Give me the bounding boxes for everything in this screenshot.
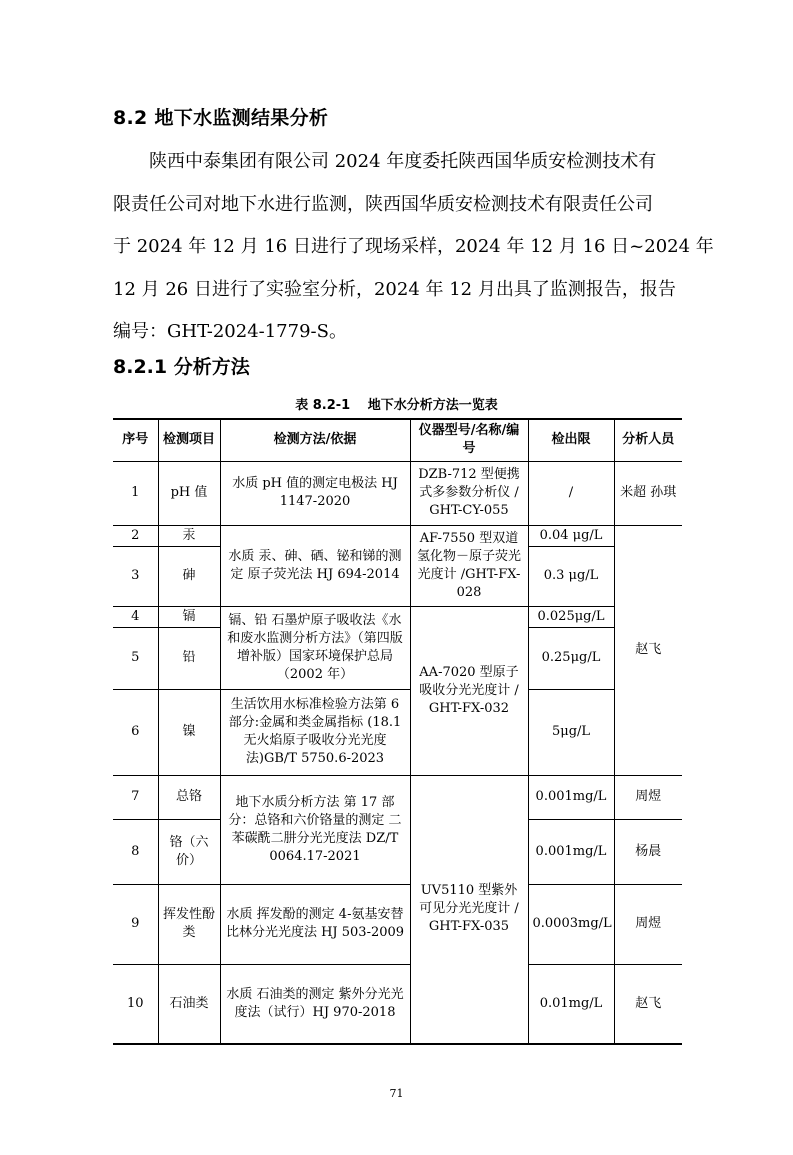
row-8-analyst: 杨晨: [614, 819, 682, 884]
row-9-method: 水质 挥发酚的测定 4-氨基安替比林分光光度法 HJ 503-2009: [220, 884, 410, 964]
row-3-item: 砷: [158, 546, 220, 606]
header-analyst: 分析人员: [614, 419, 682, 461]
row-4-5-method: 镉、铅 石墨炉原子吸收法《水和废水监测分析方法》（第四版增补版）国家环境保护总局（2002 年）: [220, 606, 410, 689]
row-1-limit: /: [528, 461, 614, 525]
row-4-item: 镉: [158, 606, 220, 627]
row-8-limit: 0.001mg/L: [528, 819, 614, 884]
row-6-limit: 5μg/L: [528, 689, 614, 775]
row-6-method: 生活饮用水标准检验方法第 6 部分:金属和类金属指标 (18.1 无火焰原子吸收分光光度法)GB/T 5750.6-2023: [220, 689, 410, 775]
header-item: 检测项目: [158, 419, 220, 461]
table-row: [113, 775, 682, 819]
row-10-limit: 0.01mg/L: [528, 964, 614, 1044]
row-9-no: 9: [113, 884, 158, 964]
table-caption: 表 8.2-1 地下水分析方法一览表: [295, 398, 498, 413]
row-6-item: 镍: [158, 689, 220, 775]
row-4-6-instrument: AA-7020 型原子吸收分光光度计 / GHT-FX-032: [410, 606, 528, 775]
table-row: [113, 884, 682, 964]
row-4-no: 4: [113, 606, 158, 627]
page-number: 71: [389, 1087, 404, 1100]
paragraph-line-4: 12 月 26 日进行了实验室分析，2024 年 12 月出具了监测报告，报告: [113, 278, 676, 300]
row-1-instrument: DZB-712 型便携式多参数分析仪 / GHT-CY-055: [410, 461, 528, 525]
row-8-no: 8: [113, 819, 158, 884]
row-4-limit: 0.025μg/L: [528, 606, 614, 627]
table-header-row: [113, 419, 682, 461]
header-instrument: 仪器型号/名称/编号: [410, 419, 528, 461]
subsection-heading: 8.2.1 分析方法: [113, 356, 250, 378]
row-2-6-analyst: 赵飞: [614, 525, 682, 775]
row-1-method: 水质 pH 值的测定电极法 HJ 1147-2020: [220, 461, 410, 525]
row-5-no: 5: [113, 627, 158, 689]
table-row: [113, 964, 682, 1044]
row-2-item: 汞: [158, 525, 220, 546]
row-5-limit: 0.25μg/L: [528, 627, 614, 689]
table-row: [113, 606, 682, 627]
row-9-limit: 0.0003mg/L: [528, 884, 614, 964]
row-10-analyst: 赵飞: [614, 964, 682, 1044]
table-row: [113, 461, 682, 525]
paragraph-line-5: 编号：GHT-2024-1779-S。: [113, 321, 347, 342]
row-8-item: 铬（六价）: [158, 819, 220, 884]
row-7-8-method: 地下水质分析方法 第 17 部分：总铬和六价铬量的测定 二苯碳酰二肼分光光度法 DZ/T 0064.17-2021: [220, 775, 410, 884]
row-10-method: 水质 石油类的测定 紫外分光光度法（试行）HJ 970-2018: [220, 964, 410, 1044]
row-1-no: 1: [113, 461, 158, 525]
paragraph-line-1: 陕西中泰集团有限公司 2024 年度委托陕西国华质安检测技术有: [149, 151, 657, 172]
row-3-no: 3: [113, 546, 158, 606]
row-7-no: 7: [113, 775, 158, 819]
row-7-analyst: 周煜: [614, 775, 682, 819]
header-method: 检测方法/依据: [220, 419, 410, 461]
table-row: [113, 689, 682, 775]
intro-paragraph: [113, 141, 714, 354]
row-10-item: 石油类: [158, 964, 220, 1044]
row-3-limit: 0.3 μg/L: [528, 546, 614, 606]
row-2-no: 2: [113, 525, 158, 546]
row-5-item: 铅: [158, 627, 220, 689]
row-2-3-instrument: AF-7550 型双道氢化物－原子荧光光度计 /GHT-FX-028: [410, 525, 528, 606]
row-10-no: 10: [113, 964, 158, 1044]
row-2-limit: 0.04 μg/L: [528, 525, 614, 546]
analysis-methods-table: [113, 418, 682, 1045]
row-9-analyst: 周煜: [614, 884, 682, 964]
paragraph-line-2: 限责任公司对地下水进行监测，陕西国华质安检测技术有限责任公司: [113, 193, 653, 215]
row-6-no: 6: [113, 689, 158, 775]
row-2-3-method: 水质 汞、砷、硒、铋和锑的测定 原子荧光法 HJ 694-2014: [220, 525, 410, 606]
row-9-item: 挥发性酚类: [158, 884, 220, 964]
row-1-analyst: 米超 孙琪: [614, 461, 682, 525]
row-7-item: 总铬: [158, 775, 220, 819]
header-limit: 检出限: [528, 419, 614, 461]
paragraph-line-3: 于 2024 年 12 月 16 日进行了现场采样，2024 年 12 月 16 日~2024 年: [113, 236, 714, 257]
row-7-limit: 0.001mg/L: [528, 775, 614, 819]
row-1-item: pH 值: [158, 461, 220, 525]
header-no: 序号: [113, 419, 158, 461]
section-heading: 8.2 地下水监测结果分析: [113, 107, 329, 129]
table-row: [113, 525, 682, 546]
row-7-10-instrument: UV5110 型紫外可见分光光度计 / GHT-FX-035: [410, 775, 528, 1044]
